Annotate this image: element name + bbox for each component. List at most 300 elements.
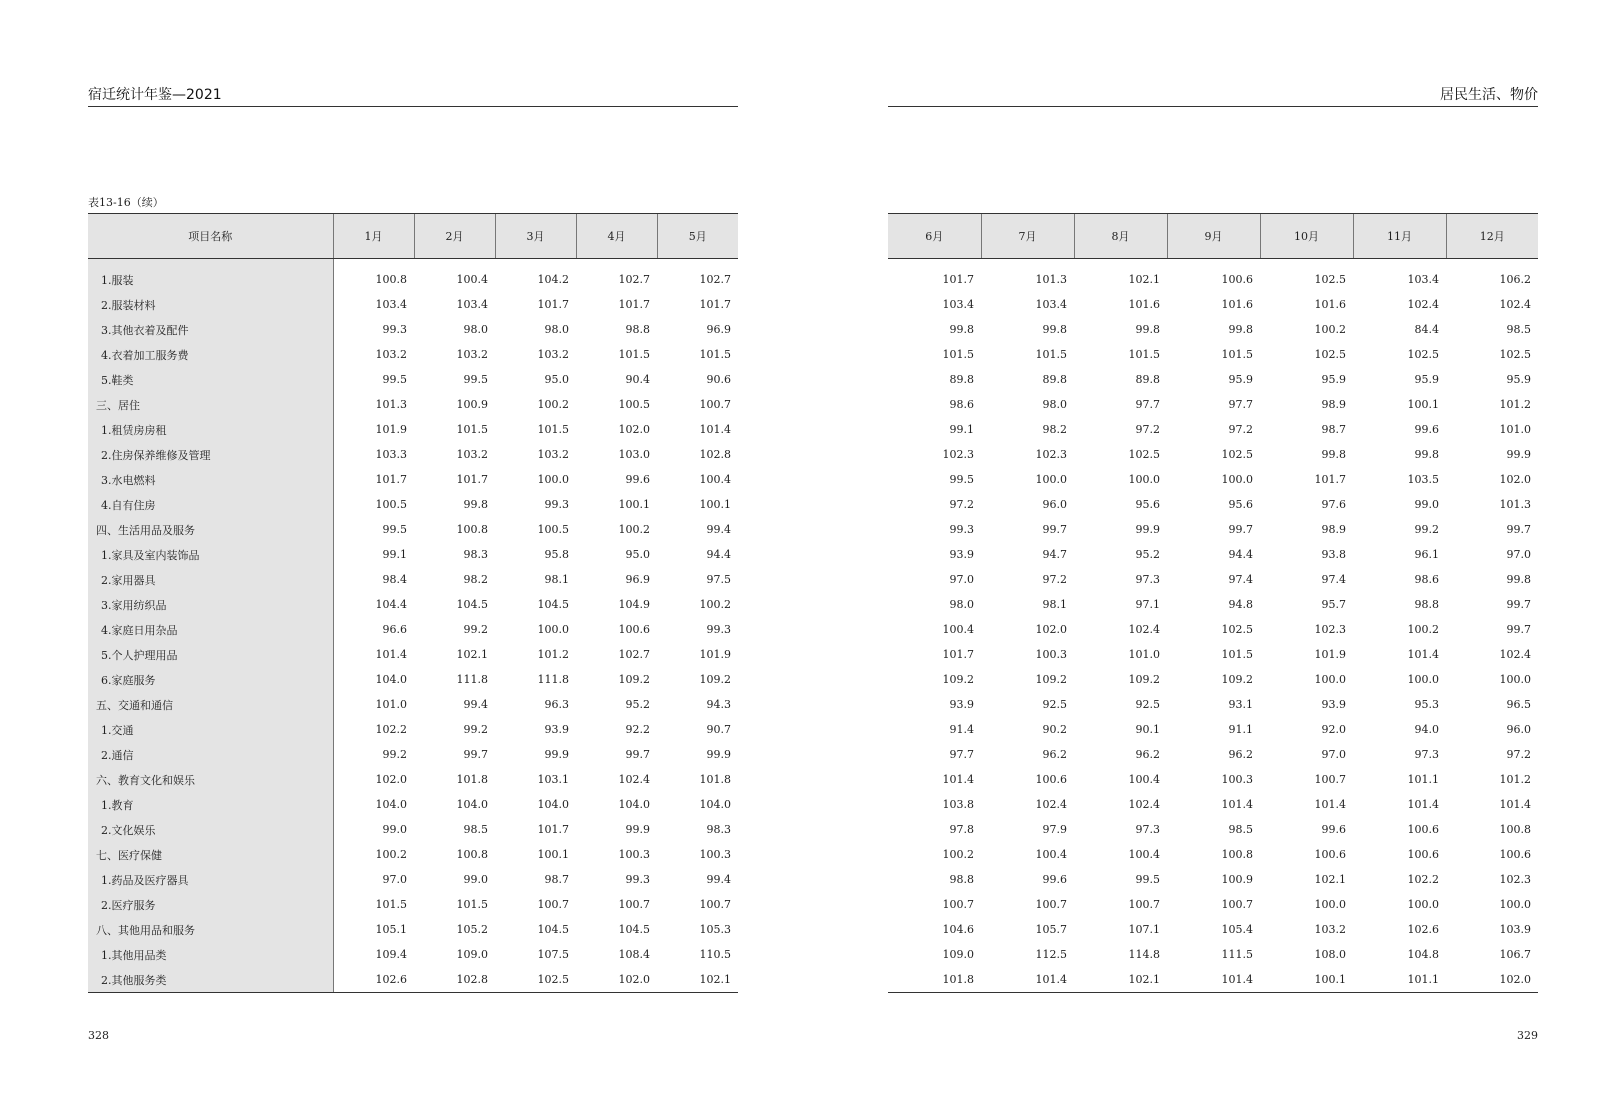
table-cell: 97.9 — [1042, 823, 1067, 836]
table-row — [888, 542, 1538, 567]
table-row — [88, 917, 738, 942]
column-header: 8月 — [1074, 214, 1167, 259]
running-head-left: 宿迁统计年鉴—2021 — [88, 86, 738, 107]
table-row — [88, 842, 738, 867]
table-cell: 100.6 — [1221, 273, 1253, 286]
table-cell: 99.6 — [1321, 823, 1346, 836]
table-cell: 101.5 — [942, 348, 974, 361]
table-cell: 97.8 — [949, 823, 974, 836]
table-cell: 99.5 — [382, 373, 407, 386]
table-cell: 90.2 — [1042, 723, 1067, 736]
row-label: 5.个人护理用品 — [88, 642, 333, 667]
row-label: 3.水电燃料 — [88, 467, 333, 492]
table-cell: 99.7 — [625, 748, 650, 761]
table-cell: 95.6 — [1228, 498, 1253, 511]
table-cell: 100.0 — [1499, 673, 1531, 686]
table-cell: 105.3 — [699, 923, 731, 936]
table-cell: 100.0 — [1221, 473, 1253, 486]
table-cell: 97.3 — [1135, 823, 1160, 836]
table-row — [88, 717, 738, 742]
table-cell: 98.1 — [544, 573, 569, 586]
table-cell: 100.0 — [1407, 898, 1439, 911]
table-cell: 98.0 — [544, 323, 569, 336]
table-cell: 105.2 — [456, 923, 488, 936]
table-cell: 94.8 — [1228, 598, 1253, 611]
row-label: 4.家庭日用杂品 — [88, 617, 333, 642]
table-cell: 104.5 — [537, 598, 569, 611]
table-cell: 109.2 — [1128, 673, 1160, 686]
table-cell: 103.2 — [456, 448, 488, 461]
table-cell: 100.3 — [699, 848, 731, 861]
table-row — [888, 492, 1538, 517]
table-cell: 105.4 — [1221, 923, 1253, 936]
table-cell: 102.0 — [1035, 623, 1067, 636]
table-row — [88, 417, 738, 442]
table-row — [88, 259, 738, 293]
table-row — [88, 642, 738, 667]
table-cell: 101.4 — [1407, 648, 1439, 661]
table-row — [88, 967, 738, 993]
table-cell: 102.1 — [657, 967, 738, 993]
table-row — [88, 317, 738, 342]
table-cell: 102.2 — [375, 723, 407, 736]
table-cell: 102.5 — [1221, 623, 1253, 636]
column-header: 1月 — [333, 214, 414, 259]
table-cell: 102.7 — [618, 273, 650, 286]
table-cell: 101.7 — [375, 473, 407, 486]
table-row — [88, 667, 738, 692]
table-cell: 109.4 — [375, 948, 407, 961]
table-cell: 100.2 — [1314, 323, 1346, 336]
table-cell: 98.8 — [949, 873, 974, 886]
table-row — [88, 567, 738, 592]
table-cell: 101.7 — [942, 273, 974, 286]
table-cell: 102.3 — [1499, 873, 1531, 886]
table-cell: 99.0 — [382, 823, 407, 836]
table-cell: 114.8 — [1128, 948, 1160, 961]
table-cell: 102.1 — [456, 648, 488, 661]
table-row — [888, 892, 1538, 917]
table-cell: 97.3 — [1414, 748, 1439, 761]
table-cell: 92.2 — [625, 723, 650, 736]
table-cell: 103.0 — [618, 448, 650, 461]
table-cell: 102.3 — [942, 448, 974, 461]
table-cell: 95.3 — [1414, 698, 1439, 711]
table-cell: 99.9 — [706, 748, 731, 761]
table-cell: 102.4 — [1128, 798, 1160, 811]
table-cell: 102.1 — [1074, 967, 1167, 993]
column-header: 12月 — [1446, 214, 1538, 259]
table-cell: 100.6 — [1407, 848, 1439, 861]
table-cell: 104.0 — [618, 798, 650, 811]
table-cell: 102.0 — [1499, 473, 1531, 486]
row-label: 1.药品及医疗器具 — [88, 867, 333, 892]
table-row — [88, 442, 738, 467]
table-row — [888, 342, 1538, 367]
table-cell: 93.1 — [1228, 698, 1253, 711]
table-row — [88, 342, 738, 367]
table-cell: 94.4 — [1228, 548, 1253, 561]
table-row — [888, 592, 1538, 617]
table-cell: 99.8 — [1228, 323, 1253, 336]
table-cell: 104.5 — [537, 923, 569, 936]
table-cell: 109.2 — [942, 673, 974, 686]
table-cell: 102.0 — [375, 773, 407, 786]
table-cell: 103.4 — [942, 298, 974, 311]
table-cell: 99.5 — [949, 473, 974, 486]
column-header: 4月 — [576, 214, 657, 259]
table-cell: 101.7 — [537, 823, 569, 836]
row-label: 1.交通 — [88, 717, 333, 742]
table-cell: 101.1 — [1353, 967, 1446, 993]
row-label: 2.其他服务类 — [88, 967, 333, 993]
table-cell: 96.5 — [1506, 698, 1531, 711]
table-row — [888, 642, 1538, 667]
table-row — [888, 817, 1538, 842]
table-cell: 103.1 — [537, 773, 569, 786]
table-cell: 94.4 — [706, 548, 731, 561]
table-cell: 100.6 — [1314, 848, 1346, 861]
table-cell: 111.8 — [456, 673, 488, 686]
table-cell: 97.7 — [949, 748, 974, 761]
table-cell: 95.9 — [1506, 373, 1531, 386]
table-cell: 102.4 — [1128, 623, 1160, 636]
table-cell: 104.6 — [942, 923, 974, 936]
table-cell: 100.6 — [1499, 848, 1531, 861]
table-cell: 100.5 — [537, 523, 569, 536]
table-cell: 101.5 — [456, 423, 488, 436]
table-cell: 104.0 — [375, 798, 407, 811]
table-cell: 97.3 — [1135, 573, 1160, 586]
table-cell: 102.5 — [1314, 273, 1346, 286]
table-cell: 100.8 — [1499, 823, 1531, 836]
table-cell: 97.4 — [1228, 573, 1253, 586]
table-header-row — [88, 214, 738, 259]
table-cell: 101.5 — [1035, 348, 1067, 361]
table-cell: 99.3 — [544, 498, 569, 511]
row-label: 1.租赁房房租 — [88, 417, 333, 442]
table-cell: 95.6 — [1135, 498, 1160, 511]
table-cell: 100.1 — [699, 498, 731, 511]
table-cell: 103.2 — [375, 348, 407, 361]
table-cell: 102.5 — [1314, 348, 1346, 361]
table-cell: 103.5 — [1407, 473, 1439, 486]
table-cell: 100.2 — [375, 848, 407, 861]
table-cell: 90.4 — [625, 373, 650, 386]
table-cell: 92.5 — [1042, 698, 1067, 711]
table-cell: 97.6 — [1321, 498, 1346, 511]
table-row — [88, 392, 738, 417]
table-row — [888, 967, 1538, 993]
table-cell: 101.5 — [699, 348, 731, 361]
table-cell: 101.4 — [1167, 967, 1260, 993]
table-cell: 102.5 — [1407, 348, 1439, 361]
column-header: 10月 — [1260, 214, 1353, 259]
table-cell: 99.3 — [382, 323, 407, 336]
table-cell: 103.2 — [1314, 923, 1346, 936]
table-cell: 98.7 — [1321, 423, 1346, 436]
table-row — [88, 942, 738, 967]
table-cell: 104.0 — [699, 798, 731, 811]
table-cell: 99.2 — [463, 623, 488, 636]
table-cell: 97.2 — [1506, 748, 1531, 761]
table-cell: 99.9 — [544, 748, 569, 761]
table-cell: 98.2 — [463, 573, 488, 586]
table-cell: 93.9 — [1321, 698, 1346, 711]
table-cell: 97.2 — [949, 498, 974, 511]
table-cell: 103.2 — [456, 348, 488, 361]
running-head-right: 居民生活、物价 — [888, 86, 1538, 107]
table-cell: 97.4 — [1321, 573, 1346, 586]
table-cell: 99.9 — [1506, 448, 1531, 461]
column-header: 6月 — [888, 214, 981, 259]
table-cell: 100.3 — [618, 848, 650, 861]
table-cell: 109.2 — [1035, 673, 1067, 686]
table-cell: 100.4 — [1128, 773, 1160, 786]
table-cell: 98.0 — [949, 598, 974, 611]
table-cell: 99.8 — [1042, 323, 1067, 336]
table-row — [888, 717, 1538, 742]
table-cell: 105.7 — [1035, 923, 1067, 936]
table-cell: 84.4 — [1414, 323, 1439, 336]
table-cell: 98.8 — [1414, 598, 1439, 611]
table-cell: 101.2 — [1499, 398, 1531, 411]
table-cell: 100.2 — [942, 848, 974, 861]
row-label: 2.家用器具 — [88, 567, 333, 592]
table-row — [88, 692, 738, 717]
table-cell: 100.2 — [618, 523, 650, 536]
table-cell: 98.6 — [1414, 573, 1439, 586]
table-cell: 107.5 — [537, 948, 569, 961]
table-cell: 100.5 — [618, 398, 650, 411]
table-cell: 100.0 — [1314, 673, 1346, 686]
row-label: 3.家用纺织品 — [88, 592, 333, 617]
table-cell: 100.9 — [456, 398, 488, 411]
table-cell: 100.7 — [1221, 898, 1253, 911]
table-row — [888, 259, 1538, 293]
table-row — [88, 867, 738, 892]
table-cell: 100.4 — [942, 623, 974, 636]
table-cell: 112.5 — [1035, 948, 1067, 961]
table-cell: 104.4 — [375, 598, 407, 611]
table-cell: 101.3 — [1035, 273, 1067, 286]
table-cell: 100.0 — [537, 473, 569, 486]
table-cell: 95.2 — [625, 698, 650, 711]
table-cell: 97.0 — [382, 873, 407, 886]
table-cell: 103.9 — [1499, 923, 1531, 936]
table-row — [88, 792, 738, 817]
table-cell: 99.1 — [949, 423, 974, 436]
row-label: 五、交通和通信 — [88, 692, 333, 717]
table-cell: 93.8 — [1321, 548, 1346, 561]
table-cell: 101.3 — [375, 398, 407, 411]
table-row — [88, 817, 738, 842]
table-cell: 99.6 — [1042, 873, 1067, 886]
row-label: 6.家庭服务 — [88, 667, 333, 692]
table-cell: 100.8 — [456, 848, 488, 861]
table-cell: 102.1 — [1128, 273, 1160, 286]
table-cell: 102.2 — [1407, 873, 1439, 886]
table-cell: 95.8 — [544, 548, 569, 561]
table-cell: 91.1 — [1228, 723, 1253, 736]
table-cell: 93.9 — [544, 723, 569, 736]
table-cell: 102.7 — [699, 273, 731, 286]
table-cell: 99.7 — [1506, 523, 1531, 536]
table-cell: 103.2 — [537, 348, 569, 361]
table-header-row — [888, 214, 1538, 259]
table-cell: 96.6 — [382, 623, 407, 636]
column-header: 2月 — [414, 214, 495, 259]
table-cell: 100.9 — [1221, 873, 1253, 886]
table-cell: 101.4 — [1407, 798, 1439, 811]
table-cell: 103.4 — [1035, 298, 1067, 311]
table-cell: 101.5 — [1221, 348, 1253, 361]
stats-table-left — [88, 213, 738, 993]
row-label: 4.衣着加工服务费 — [88, 342, 333, 367]
table-cell: 104.5 — [456, 598, 488, 611]
table-cell: 97.0 — [1506, 548, 1531, 561]
table-cell: 96.2 — [1135, 748, 1160, 761]
table-cell: 95.2 — [1135, 548, 1160, 561]
table-cell: 95.9 — [1228, 373, 1253, 386]
table-cell: 111.8 — [537, 673, 569, 686]
table-row — [888, 517, 1538, 542]
row-label: 1.教育 — [88, 792, 333, 817]
table-cell: 100.4 — [456, 273, 488, 286]
table-cell: 108.4 — [618, 948, 650, 961]
table-cell: 101.6 — [1314, 298, 1346, 311]
table-cell: 99.8 — [1506, 573, 1531, 586]
table-cell: 97.2 — [1228, 423, 1253, 436]
table-cell: 95.7 — [1321, 598, 1346, 611]
table-cell: 98.2 — [1042, 423, 1067, 436]
table-cell: 99.1 — [382, 548, 407, 561]
table-cell: 102.4 — [618, 773, 650, 786]
table-cell: 101.5 — [618, 348, 650, 361]
table-cell: 100.1 — [1407, 398, 1439, 411]
table-cell: 99.8 — [1135, 323, 1160, 336]
table-row — [888, 617, 1538, 642]
table-cell: 96.9 — [625, 573, 650, 586]
table-cell: 104.0 — [537, 798, 569, 811]
table-cell: 97.0 — [1321, 748, 1346, 761]
table-cell: 100.4 — [1035, 848, 1067, 861]
row-label: 4.自有住房 — [88, 492, 333, 517]
table-cell: 101.4 — [1221, 798, 1253, 811]
table-cell: 101.9 — [375, 423, 407, 436]
table-row — [88, 892, 738, 917]
table-cell: 101.0 — [1499, 423, 1531, 436]
table-cell: 103.2 — [537, 448, 569, 461]
table-cell: 101.4 — [1499, 798, 1531, 811]
table-cell: 92.0 — [1321, 723, 1346, 736]
table-cell: 100.0 — [1407, 673, 1439, 686]
column-header: 3月 — [495, 214, 576, 259]
table-cell: 100.1 — [618, 498, 650, 511]
table-cell: 100.5 — [375, 498, 407, 511]
table-cell: 99.2 — [382, 748, 407, 761]
table-cell: 101.4 — [1314, 798, 1346, 811]
table-cell: 101.9 — [1314, 648, 1346, 661]
table-cell: 111.5 — [1221, 948, 1253, 961]
table-cell: 99.8 — [1414, 448, 1439, 461]
table-cell: 106.7 — [1499, 948, 1531, 961]
table-cell: 100.0 — [537, 623, 569, 636]
table-cell: 98.0 — [1042, 398, 1067, 411]
table-cell: 101.8 — [888, 967, 981, 993]
table-row — [888, 367, 1538, 392]
table-cell: 100.2 — [699, 598, 731, 611]
table-cell: 96.2 — [1228, 748, 1253, 761]
table-cell: 99.8 — [1321, 448, 1346, 461]
table-cell: 100.7 — [1128, 898, 1160, 911]
table-row — [888, 867, 1538, 892]
table-cell: 99.7 — [1506, 598, 1531, 611]
table-cell: 99.7 — [463, 748, 488, 761]
row-label: 四、生活用品及服务 — [88, 517, 333, 542]
table-cell: 104.0 — [375, 673, 407, 686]
column-header: 9月 — [1167, 214, 1260, 259]
table-cell: 101.4 — [942, 773, 974, 786]
table-row — [888, 767, 1538, 792]
table-cell: 109.2 — [699, 673, 731, 686]
table-cell: 104.2 — [537, 273, 569, 286]
table-cell: 97.7 — [1228, 398, 1253, 411]
table-cell: 95.9 — [1321, 373, 1346, 386]
table-cell: 103.4 — [456, 298, 488, 311]
table-row — [88, 767, 738, 792]
page-number-left: 328 — [88, 1029, 109, 1042]
table-cell: 103.4 — [1407, 273, 1439, 286]
row-label: 三、居住 — [88, 392, 333, 417]
table-cell: 100.7 — [1314, 773, 1346, 786]
table-cell: 102.0 — [576, 967, 657, 993]
table-cell: 98.5 — [463, 823, 488, 836]
row-label: 1.其他用品类 — [88, 942, 333, 967]
table-cell: 100.1 — [537, 848, 569, 861]
table-cell: 101.5 — [537, 423, 569, 436]
row-label: 八、其他用品和服务 — [88, 917, 333, 942]
table-cell: 99.9 — [625, 823, 650, 836]
table-cell: 99.2 — [463, 723, 488, 736]
column-header: 11月 — [1353, 214, 1446, 259]
table-cell: 91.4 — [949, 723, 974, 736]
table-cell: 100.8 — [456, 523, 488, 536]
table-cell: 102.6 — [333, 967, 414, 993]
table-cell: 99.6 — [625, 473, 650, 486]
table-row — [888, 917, 1538, 942]
table-cell: 102.8 — [699, 448, 731, 461]
table-cell: 100.8 — [375, 273, 407, 286]
table-cell: 97.7 — [1135, 398, 1160, 411]
table-body-right — [888, 259, 1538, 993]
table-cell: 99.4 — [706, 873, 731, 886]
table-row — [888, 667, 1538, 692]
table-cell: 97.5 — [706, 573, 731, 586]
table-cell: 102.1 — [1314, 873, 1346, 886]
table-cell: 99.3 — [625, 873, 650, 886]
table-cell: 92.5 — [1135, 698, 1160, 711]
row-label: 5.鞋类 — [88, 367, 333, 392]
table-cell: 101.7 — [537, 298, 569, 311]
table-cell: 93.9 — [949, 698, 974, 711]
table-cell: 101.5 — [1221, 648, 1253, 661]
table-cell: 100.6 — [1407, 823, 1439, 836]
row-label: 2.住房保养维修及管理 — [88, 442, 333, 467]
table-row — [888, 292, 1538, 317]
table-cell: 98.9 — [1321, 398, 1346, 411]
table-cell: 109.0 — [942, 948, 974, 961]
